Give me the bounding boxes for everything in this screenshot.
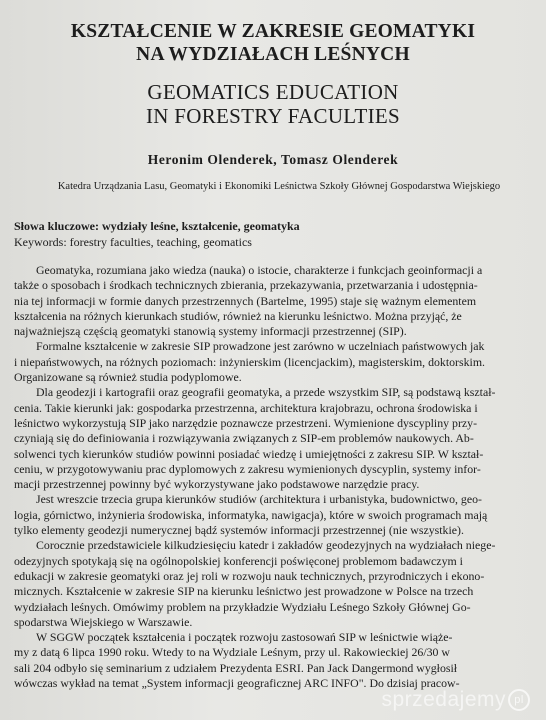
- keywords-polish-label: Słowa kluczowe:: [14, 219, 99, 233]
- body-line: Dla geodezji i kartografii oraz geografii geomatyka, a przede wszystkim SIP, są podstawą kształ-: [36, 385, 496, 400]
- body-line: odezyjnych spotykają się na ogólnopolskiej konferencji poświęconej problemom badawczym i: [14, 553, 463, 568]
- body-line: sali 204 odbyło się seminarium z udziałem Prezydenta ESRI. Pan Jack Dangermond wygłosił: [14, 660, 458, 675]
- body-line: tylko elementy geodezji numerycznej bądź systemów informacji przestrzennej (nie wszystkie).: [14, 523, 464, 538]
- authors: Heronim Olenderek, Tomasz Olenderek: [147, 152, 399, 167]
- body-line: solwenci tych kierunków studiów powinni posiadać wiedzę i umiejętności z zakresu SIP. W kształ-: [14, 446, 484, 461]
- body-line: i niepaństwowych, na różnych poziomach: inżynierskim (licencjackim), magisterskim, doktorskim.: [14, 354, 485, 369]
- watermark-text: sprzedajemy: [381, 688, 506, 711]
- body-line: leśnictwo wykorzystują SIP jako narzędzie poznawcze przestrzeni. Wymienione dyscypliny przy-: [14, 415, 478, 430]
- title-polish-line: NA WYDZIAŁACH LEŚNYCH: [136, 44, 410, 65]
- body-line: Organizowane są również studia podyplomowe.: [14, 370, 242, 385]
- keywords-polish-value: wydziały leśne, kształcenie, geomatyka: [102, 219, 300, 233]
- body-line: logia, górnictwo, inżynieria środowiska, informatyka, nawigacja), które w swoich programach mają: [14, 507, 488, 522]
- body-line: my z datą 6 lipca 1990 roku. Wtedy to na Wydziale Leśnym, przy ul. Rakowieckiej 26/30 w: [14, 645, 450, 660]
- body-line: czyniają się do definiowania i rozwiązywania związanych z SIP-em problemów naukowych. Ab-: [14, 431, 474, 446]
- body-line: Jest wreszcie trzecia grupa kierunków studiów (architektura i urbanistyka, budownictwo, geo-: [36, 492, 482, 507]
- body-line: W SGGW początek kształcenia i początek rozwoju zastosowań SIP w leśnictwie wiąże-: [36, 630, 453, 645]
- title-english-line: IN FORESTRY FACULTIES: [145, 104, 401, 128]
- body-line: Formalne kształcenie w zakresie SIP prowadzone jest zarówno w uczelniach państwowych jak: [36, 339, 485, 354]
- watermark-logo: [381, 688, 530, 712]
- keywords-english: [14, 235, 252, 250]
- body-line: cenia. Takie kierunki jak: gospodarka przestrzenna, architektura krajobrazu, ochrona środowiska i: [14, 400, 478, 415]
- body-line: Geomatyka, rozumiana jako wiedza (nauka) o istocie, charakterze i funkcjach geoinformacji a: [36, 263, 483, 277]
- keywords-english-value: forestry faculties, teaching, geomatics: [69, 235, 252, 249]
- body-line: ceniu, w przygotowywaniu prac dyplomowych z zakresu wymienionych dyscyplin, systemy infor-: [14, 461, 481, 476]
- title-english: [0, 80, 546, 128]
- body-line: edukacji w zakresie geomatyki oraz jej roli w rozwoju nauk technicznych, przyrodniczych i ekono-: [14, 568, 485, 583]
- body-line: spodarstwa Wiejskiego w Warszawie.: [14, 614, 193, 629]
- watermark-badge: pl: [508, 689, 530, 711]
- body-line: wówczas wykład na temat „System informacji geograficznej ARC INFO". Do dzisiaj pracow-: [14, 676, 460, 691]
- body-line: wydziałach leśnych. Omówimy problem na przykładzie Wydziału Leśnego Szkoły Głównej Go-: [14, 599, 471, 614]
- title-polish: [0, 20, 546, 66]
- body-line: także o sposobach i środkach technicznych zbierania, przekazywania, przetwarzania i udostępnia-: [14, 278, 478, 293]
- body-line: najważniejszą częścią geomatyki stanowią systemy informacji przestrzennej (SIP).: [14, 324, 407, 339]
- affiliation: Katedra Urządzania Lasu, Geomatyki i Ekonomiki Leśnictwa Szkoły Głównej Gospodarstwa Wiejskiego: [57, 181, 501, 192]
- body-text: [14, 263, 544, 691]
- body-line: nia tej informacji w formie danych przestrzennych (Bartelme, 1995) staje się ważnym elementem: [14, 293, 477, 308]
- keywords-polish: [14, 219, 300, 234]
- body-line: Corocznie przedstawiciele kilkudziesięciu katedr i zakładów geodezyjnych na wydziałach niege-: [36, 538, 496, 553]
- body-line: micznych. Kształcenie w zakresie SIP na kierunku leśnictwo jest prowadzone w Polsce na trzech: [14, 584, 474, 599]
- body-line: kształcenia na różnych kierunkach studiów, również na kierunku leśnictwo. Można przyjąć, że: [14, 308, 462, 323]
- body-line: macji przestrzennej powinny być wykorzystywane jako podstawowe narzędzie pracy.: [14, 477, 420, 492]
- keywords-english-label: Keywords:: [14, 235, 67, 249]
- title-polish-line: KSZTAŁCENIE W ZAKRESIE GEOMATYKI: [70, 21, 476, 42]
- title-english-line: GEOMATICS EDUCATION: [147, 80, 399, 104]
